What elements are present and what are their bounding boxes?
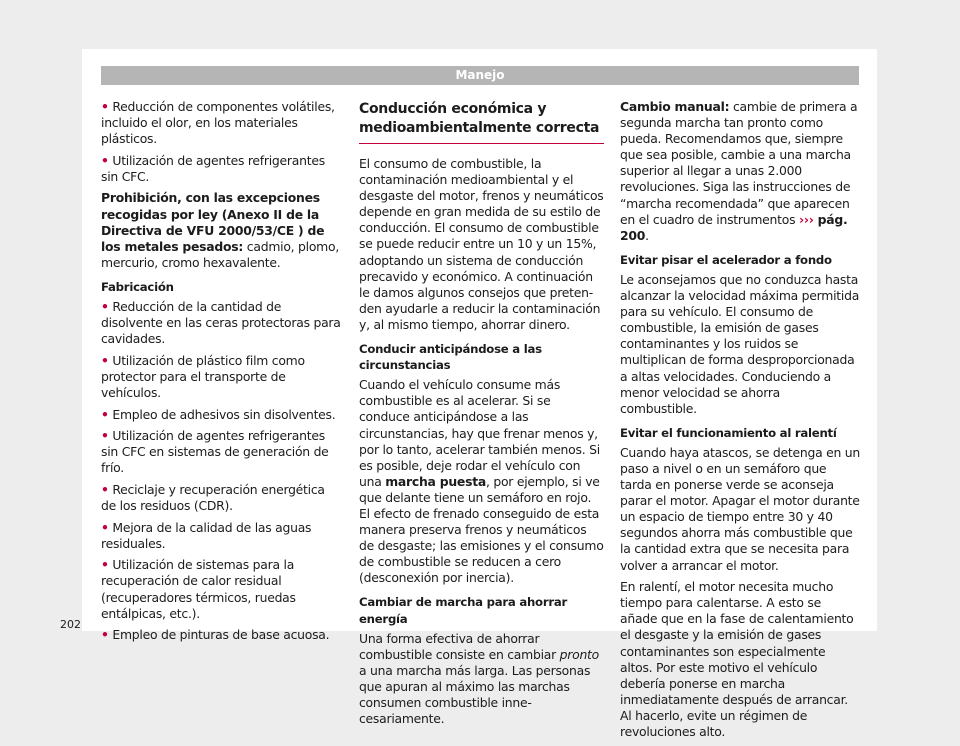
anticipation-paragraph: Cuando el vehículo consume más combustible es al acelerar. Si se conduce anticipándose a las circunstancias, hay que frenar menos y, por lo tanto, acelerar también menos. Si es posible, deje rodar el vehículo con una marcha puesta, por ejemplo, si ve que delante tiene un semáforo en rojo. El efecto de frenado conseguido de esta manera preserva frenos y neumáticos de desgaste; las emisiones y el consumo de combustible se reducen a cero (desconexión por inercia). — [359, 377, 604, 586]
list-item: • Mejora de la calidad de las aguas residuales. — [101, 519, 312, 551]
column-middle — [359, 100, 604, 733]
idle-paragraph-1: Cuando haya atascos, se detenga en un paso a nivel o en un semáforo que tarda en ponerse verde se aconseja parar el motor. Apagar el motor durante un espacio de tiempo entre 30 y 40 segundos ahorra más combustible que la cantidad extra que se necesita para volver a arrancar el motor. — [620, 444, 860, 573]
page-reference-link[interactable]: pág. 200 — [620, 211, 848, 243]
bullet-icon: • — [101, 406, 109, 422]
list-item: • Utilización de plástico film como protector para el transporte de vehículos. — [101, 352, 305, 400]
subheading-gear-change: Cambiar de marcha para ahorrar energía — [359, 595, 568, 626]
bullet-icon: • — [101, 99, 109, 114]
subheading-anticipation: Conducir anticipándose a las circunstancias — [359, 342, 542, 373]
subheading-accelerator: Evitar pisar el acelerador a fondo — [620, 252, 832, 267]
accelerator-paragraph: Le aconsejamos que no conduzca hasta alcanzar la velocidad máxima permitida para su vehículo. El consumo de combustible, la emisión de gases contaminantes y los ruidos se multiplican de forma desproporcionada a altas velocidades. Conduciendo a menor velocidad se ahorra combustible. — [620, 271, 860, 416]
list-item: • Empleo de pinturas de base acuosa. — [101, 627, 330, 643]
bullet-icon: • — [101, 352, 109, 368]
subheading-idle: Evitar el funcionamiento al ralentí — [620, 425, 837, 440]
list-item: • Reducción de componentes volátiles, incluido el olor, en los materiales plásticos. — [101, 99, 335, 147]
section-title: Conducción económica y medioambientalmente correcta — [359, 100, 604, 144]
bullet-icon: • — [101, 428, 109, 444]
list-item: • Empleo de adhesivos sin disolventes. — [101, 406, 336, 422]
idle-paragraph-2: En ralentí, el motor necesita mucho tiempo para calentarse. A esto se añade que en la fase de calentamiento el desgaste y la emisión de gases contaminantes son especialmente altos. Por este motivo el vehículo debería ponerse en marcha inmediatamente después de arrancar. Al hacerlo, evite un régimen de revoluciones alto. — [620, 579, 854, 739]
bullet-icon: • — [101, 299, 109, 315]
bullet-icon: • — [101, 519, 109, 535]
chapter-header — [101, 66, 859, 85]
chapter-title: Manejo — [455, 68, 505, 82]
column-left — [101, 99, 341, 649]
list-item: • Utilización de sistemas para la recuperación de calor residual (recuperadores térmicos, ruedas entálpicas, etc.). — [101, 557, 296, 621]
bullet-icon: • — [101, 557, 109, 573]
list-item: • Utilización de agentes refrigerantes sin CFC en sistemas de generación de frío. — [101, 428, 329, 476]
heavy-metals-paragraph: Prohibición, con las excepciones recogidas por ley (Anexo II de la Directiva de VFU 2000/53/CE ) de los metales pesados: cadmio, plomo, mercurio, cromo hexavalente. — [101, 190, 340, 270]
cross-reference-arrows-icon: ››› — [799, 211, 814, 227]
list-item: • Reducción de la cantidad de disolvente en las ceras protectoras para cavidades. — [101, 299, 341, 347]
list-item: • Reciclaje y recuperación energética de los residuos (CDR). — [101, 481, 325, 514]
intro-paragraph: El consumo de combustible, la contaminación medioambiental y el desgaste del motor, frenos y neumáticos depende en gran medida de su estilo de conducción. El consumo de combustible se puede reducir entre un 10 y un 15%, adoptando un sistema de conducción precavido y económico. A continuación le damos algunos consejos que pretenden ayudarle a reducir la contaminación y, al mismo tiempo, ahorrar dinero. — [359, 156, 604, 332]
subheading-fabricacion: Fabricación — [101, 279, 174, 294]
list-item: • Utilización de agentes refrigerantes sin CFC. — [101, 152, 325, 184]
gear-change-paragraph: Una forma efectiva de ahorrar combustible consiste en cambiar pronto a una marcha más larga. Las personas que apuran al máximo las marchas consumen combustible innecesariamente. — [359, 630, 599, 727]
bullet-icon: • — [101, 481, 109, 497]
page-number: 202 — [60, 618, 81, 631]
column-right — [620, 99, 860, 746]
bullet-icon: • — [101, 627, 109, 643]
manual-gear-paragraph: Cambio manual: cambie de primera a segunda marcha tan pronto como pueda. Recomendamos que, siempre que sea posible, cambie a una marcha superior al llegar a unas 2.000 revoluciones. Siga las instrucciones de “marcha recomendada” que aparecen en el cuadro de instrumentos ››› pág. 200. — [620, 99, 858, 243]
bullet-icon: • — [101, 152, 109, 168]
